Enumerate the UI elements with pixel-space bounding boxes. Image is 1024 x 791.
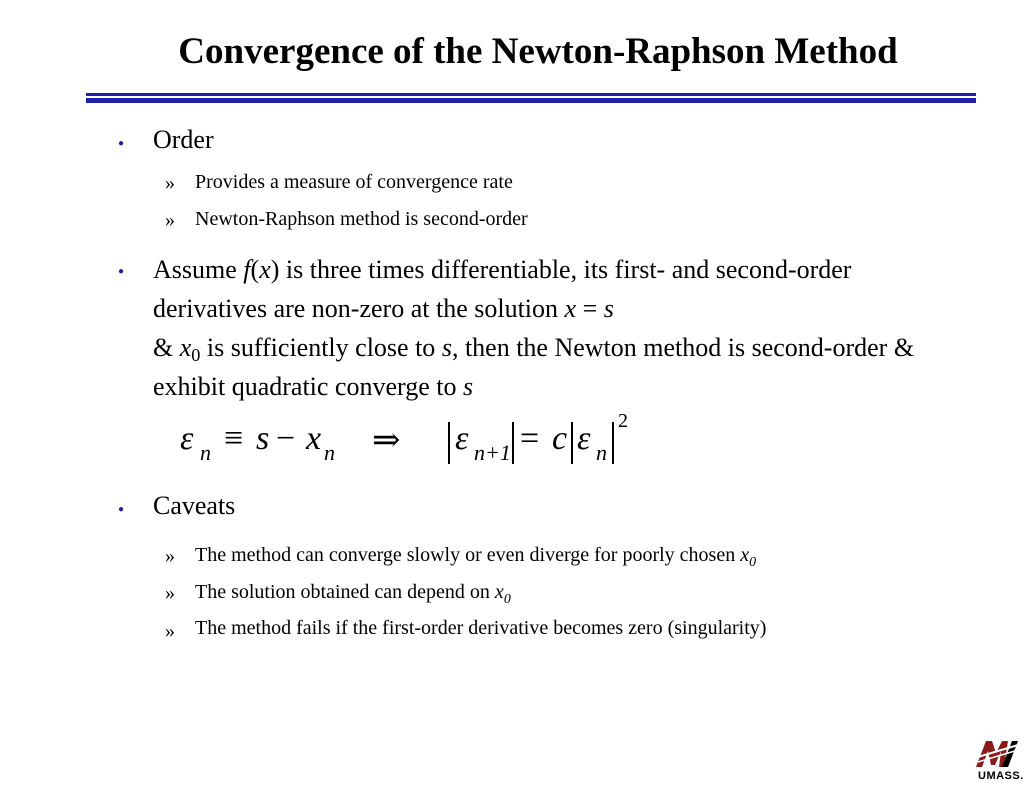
- eq-eps-2: ε: [455, 420, 469, 457]
- assume-text-2: is three times differentiable, its first- and second-order derivatives are non-zero at the solution: [153, 255, 852, 323]
- eq-abs-bar-4: [612, 422, 614, 464]
- assume-x2: x: [564, 294, 577, 323]
- assume-text-4: is sufficiently close to: [200, 333, 442, 362]
- bullet-dot-caveats: ●: [118, 504, 125, 515]
- assume-text-1: Assume: [153, 255, 244, 284]
- assume-eq: =: [576, 294, 604, 323]
- sub-marker-4: »: [165, 582, 175, 604]
- umass-logo-text: UMASS.: [978, 770, 1024, 782]
- eq-minus: −: [276, 420, 296, 457]
- sub-marker-2: »: [165, 209, 175, 231]
- eq-eps-1: ε: [180, 420, 194, 457]
- slide-title: Convergence of the Newton-Raphson Method: [178, 31, 898, 72]
- caveat-2-var: x: [494, 581, 504, 603]
- caveat-1-sub: 0: [749, 555, 757, 570]
- caveat-3: The method fails if the first-order derivative becomes zero (singularity): [195, 617, 767, 639]
- caveat-1: [195, 544, 757, 570]
- eq-x: x: [306, 420, 322, 457]
- eq-abs-bar-3: [571, 422, 573, 464]
- heading-order: Order: [153, 125, 214, 154]
- eq-s: s: [256, 420, 270, 457]
- eq-sub-n-2: n: [324, 440, 335, 465]
- equation: [180, 410, 660, 468]
- assume-text-5: , then the Newton method is second-order & exhibit quadratic converge to: [153, 333, 915, 401]
- bullet-dot-assume: ●: [118, 266, 125, 277]
- caveat-2-sub: 0: [503, 592, 511, 607]
- eq-abs-bar-2: [512, 422, 514, 464]
- heading-caveats: Caveats: [153, 491, 236, 520]
- assume-x0: x: [179, 333, 192, 362]
- caveat-2: [195, 581, 511, 607]
- title-underline-thick: [86, 98, 976, 103]
- eq-equiv: ≡: [224, 420, 244, 457]
- assume-x0-sub: 0: [191, 345, 201, 365]
- assume-text-3: &: [153, 333, 180, 362]
- eq-equals: =: [520, 420, 540, 457]
- assume-s3: s: [462, 372, 474, 401]
- assume-f: f: [243, 255, 251, 284]
- sub-marker-3: »: [165, 545, 175, 567]
- assume-s1: s: [603, 294, 614, 323]
- caveat-2-text: The solution obtained can depend on: [195, 581, 495, 603]
- eq-implies: ⇒: [372, 422, 401, 459]
- assume-s2: s: [441, 333, 452, 362]
- assume-x: x: [259, 255, 271, 284]
- eq-exponent-2: 2: [618, 410, 628, 432]
- sub-marker-5: »: [165, 620, 175, 642]
- eq-c: c: [552, 420, 568, 457]
- assume-paragraph: [153, 250, 943, 406]
- eq-sub-n-1: n: [200, 440, 211, 465]
- assume-paren-close: ): [270, 255, 280, 284]
- bullet-dot-order: ●: [118, 138, 125, 149]
- order-sub-1: Provides a measure of convergence rate: [195, 171, 513, 193]
- caveat-1-text: The method can converge slowly or even diverge for poorly chosen: [195, 544, 741, 566]
- eq-sub-n-plus-1: n+1: [474, 440, 511, 465]
- eq-sub-n-3: n: [596, 440, 607, 465]
- assume-paren-open: (: [250, 255, 260, 284]
- order-sub-2: Newton-Raphson method is second-order: [195, 208, 528, 230]
- eq-eps-3: ε: [577, 420, 591, 457]
- title-underline-thin: [86, 93, 976, 96]
- eq-abs-bar-1: [448, 422, 450, 464]
- caveat-1-var: x: [740, 544, 750, 566]
- sub-marker-1: »: [165, 172, 175, 194]
